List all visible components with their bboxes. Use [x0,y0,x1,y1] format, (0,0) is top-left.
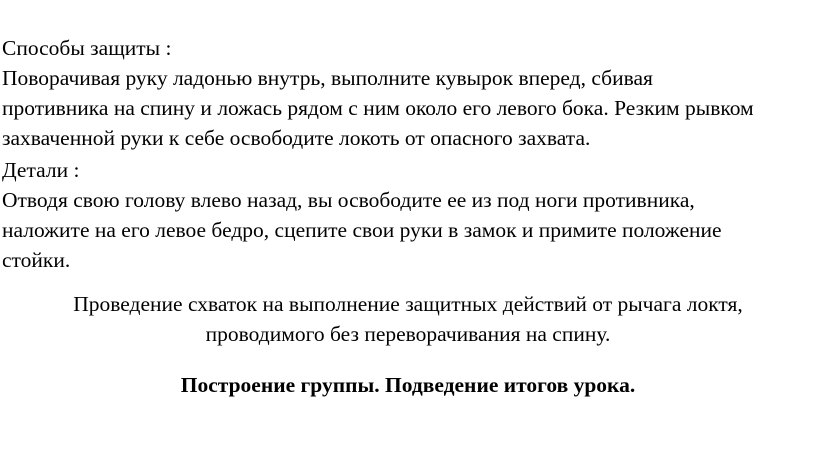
defense-methods-heading: Способы защиты : [2,36,172,60]
defense-methods-section [2,33,814,153]
details-line: наложите на его левое бедро, сцепите свои руки в замок и примите положение [2,218,722,242]
details-section [2,155,814,275]
details-line: стойки. [2,248,71,272]
details-heading: Детали : [2,158,80,182]
exercise-paragraph [0,289,816,349]
exercise-line: проводимого без переворачивания на спину. [205,322,611,346]
defense-methods-line: противника на спину и ложась рядом с ним около его левого бока. Резким рывком [2,96,754,120]
details-line: Отводя свою голову влево назад, вы освободите ее из под ноги противника, [2,188,695,212]
defense-methods-line: захваченной руки к себе освободите локоть от опасного захвата. [2,126,591,150]
exercise-line: Проведение схваток на выполнение защитных действий от рычага локтя, [73,292,743,316]
closing-statement: Построение группы. Подведение итогов урока. [180,373,636,397]
defense-methods-line: Поворачивая руку ладонью внутрь, выполните кувырок вперед, сбивая [2,66,653,90]
